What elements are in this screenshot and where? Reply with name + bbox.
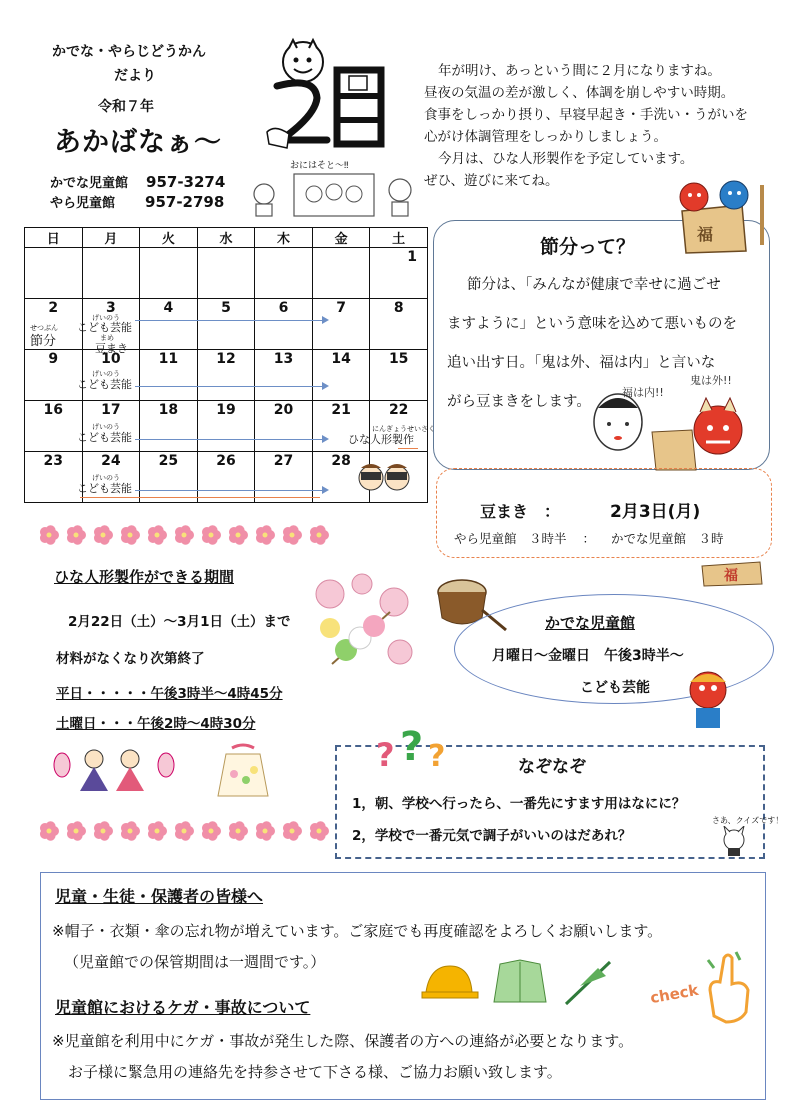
newsletter-name: あかばなぁ〜 (54, 127, 222, 158)
weekday-fri: 金 (312, 228, 370, 248)
calendar-week-row (25, 248, 428, 299)
calendar-day-cell (370, 248, 428, 299)
plum-blossom-icon (40, 525, 59, 545)
mamemaki-sep: ： (582, 531, 596, 546)
hina-ruby: にんぎょうせいさく (372, 425, 435, 433)
calendar-day-number: 8 (393, 300, 404, 316)
fuku-masu-icon (700, 558, 764, 588)
question-marks-icon (372, 726, 456, 776)
calendar-day-cell (312, 350, 370, 401)
svg-text:?: ? (400, 726, 424, 770)
phone-kadena (50, 172, 225, 191)
lost-items-icon (420, 958, 620, 1008)
calendar-day-number: 18 (158, 402, 179, 418)
plum-blossom-icon (148, 525, 167, 545)
plum-blossom-icon (40, 821, 59, 841)
weekday-wed: 水 (197, 228, 255, 248)
calendar-day-number: 27 (273, 453, 294, 469)
calendar-day-number: 1 (407, 249, 417, 265)
calendar-day-number: 14 (331, 351, 351, 367)
calendar-day-number: 16 (43, 402, 64, 418)
mamemaki-date: 2月3日(月) (610, 502, 701, 522)
calendar-week-row (25, 350, 428, 401)
calendar-day-number: 22 (388, 402, 409, 418)
calendar-day-number: 7 (336, 300, 346, 316)
calendar-day-cell (370, 350, 428, 401)
calendar-day-cell (312, 299, 370, 350)
plum-blossom-icon (148, 821, 167, 841)
hina-arare-bag-icon (212, 740, 274, 802)
svg-text:福: 福 (724, 568, 738, 584)
calendar-day-number: 23 (43, 453, 64, 469)
calendar-day-cell (140, 299, 198, 350)
hina-period-note: 材料がなくなり次第終了 (56, 651, 205, 667)
masu-fuku-sign: 福 (697, 225, 714, 244)
weekday-sat: 土 (370, 228, 428, 248)
setsubun-figures-icon (250, 170, 420, 220)
calendar-day-number: 5 (221, 300, 231, 316)
calendar-day-cell (25, 248, 83, 299)
calendar-header-row (25, 228, 428, 248)
weekday-tue: 火 (140, 228, 198, 248)
plum-blossom-icon (283, 821, 302, 841)
phone-yara (50, 192, 224, 211)
calendar-day-cell (140, 350, 198, 401)
calendar-day-cell (370, 299, 428, 350)
setsubun-ruby: せつぶん (30, 324, 58, 332)
setsubun-title: 節分って？ (540, 236, 636, 258)
calendar-day-cell (197, 350, 255, 401)
plum-blossom-icon (256, 821, 275, 841)
intro-line-1: 年が明け、あっという間に２月になりますね。 (438, 63, 721, 79)
sakura-dango-icon (302, 572, 420, 672)
kids-binoculars-icon (355, 460, 413, 498)
intro-line-6: ぜひ、遊びに来てね。 (424, 173, 559, 189)
notice-text-1b: （児童館での保管期間は一週間です。） (64, 953, 326, 971)
mamemaki-times (454, 529, 724, 547)
kodomo-geino-event-2: こども芸能 (77, 378, 132, 391)
check-hand-icon (700, 950, 758, 1026)
calendar-day-number: 21 (331, 402, 351, 418)
calendar-day-cell (255, 452, 313, 503)
plum-blossom-icon (310, 525, 329, 545)
calendar-day-number: 24 (101, 453, 121, 469)
kodomo-geino-event-4: こども芸能 (77, 482, 132, 495)
kadena-oval-title: かでな児童館 (545, 614, 636, 632)
calendar-day-number: 25 (158, 453, 179, 469)
calendar-day-cell (255, 299, 313, 350)
riddle-title: なぞなぞ (518, 757, 586, 777)
month-badge-art (265, 36, 395, 156)
calendar-day-cell (25, 401, 83, 452)
intro-message (424, 60, 774, 192)
plum-blossom-icon (121, 525, 140, 545)
calendar-day-cell (255, 248, 313, 299)
hina-period-heading: ひな人形製作ができる期間 (54, 568, 235, 586)
calendar-day-cell (255, 401, 313, 452)
weekday-thu: 木 (255, 228, 313, 248)
phone-kadena-number: 957-3274 (146, 173, 226, 191)
calendar-day-number: 20 (273, 402, 294, 418)
calendar-day-cell (197, 299, 255, 350)
plum-blossom-icon (94, 525, 113, 545)
calendar-day-cell (140, 401, 198, 452)
plum-blossom-icon (229, 525, 248, 545)
calendar-day-number: 10 (101, 351, 121, 367)
okame-oni-icon (592, 392, 752, 472)
setsubun-line-2: ますように」という意味を込めて悪いものを (447, 316, 737, 332)
calendar-day-number: 19 (216, 402, 236, 418)
calendar-day-number: 9 (48, 351, 59, 367)
notice-text-2a: ※児童館を利用中にケガ・事故が発生した際、保護者の方への連絡が必要となります。 (52, 1032, 634, 1050)
notice-heading-2: 児童館におけるケガ・事故について (55, 998, 311, 1017)
setsubun-line-4: がら豆まきをします。 (447, 394, 591, 410)
calendar-day-cell (312, 248, 370, 299)
riddle-question-2: 2，学校で一番元気で調子がいいのはだあれ？ (352, 828, 632, 844)
calendar-day-number: 17 (101, 402, 121, 418)
newsletter-title (52, 40, 206, 88)
hina-period-dates: 2月22日（土）〜3月1日（土）まで (68, 614, 291, 630)
calendar-day-number: 28 (331, 453, 351, 469)
plum-blossom-icon (175, 525, 194, 545)
intro-line-3: 食事をしっかり摂り、早寝早起き・手洗い・うがいを (424, 107, 748, 123)
oni-call: 鬼は外!! (690, 374, 732, 387)
notice-text-1a: ※帽子・衣類・傘の忘れ物が増えています。ご家庭でも再度確認をよろしくお願いします。 (52, 922, 663, 940)
plum-blossom-icon (229, 821, 248, 841)
calendar-day-cell (197, 452, 255, 503)
geino-ruby-3: げいのう (92, 423, 120, 431)
calendar-day-cell (140, 248, 198, 299)
geino-ruby-4: げいのう (92, 474, 120, 482)
calendar-day-cell (25, 350, 83, 401)
plum-blossom-row-bottom (35, 816, 335, 846)
calendar-day-cell (82, 248, 140, 299)
oni-masu-icon (672, 175, 782, 255)
notice-text-2b: お子様に緊急用の連絡先を持参させて下さる様、ご協力お願い致します。 (68, 1063, 562, 1081)
calendar-day-cell (25, 452, 83, 503)
calendar-day-number: 2 (48, 300, 59, 316)
geino-arrow-4 (135, 490, 323, 491)
hina-period-weekday: 平日・・・・・午後3時半〜4時45分 (56, 686, 283, 702)
calendar-day-cell (255, 350, 313, 401)
setsubun-line-1: 節分は、「みんなが健康で幸せに過ごせ (467, 277, 721, 293)
svg-text:?: ? (428, 739, 446, 774)
geino-ruby-2: げいのう (92, 370, 120, 378)
setsubun-event: 節分 (30, 334, 57, 349)
phone-yara-number: 957-2798 (145, 193, 225, 211)
mamemaki-label: 豆まき ： (480, 502, 561, 521)
mamemaki-kadena: かでな児童館 ３時 (611, 531, 724, 546)
phone-yara-name: やら児童館 (50, 196, 116, 211)
plum-blossom-icon (121, 821, 140, 841)
intro-line-4: 心がけ体調管理をしっかりしましょう。 (424, 129, 667, 145)
calendar-day-number: 3 (105, 300, 116, 316)
kadena-oval-activity: こども芸能 (580, 680, 650, 696)
kodomo-geino-event-3: こども芸能 (77, 431, 132, 444)
plum-blossom-icon (202, 525, 221, 545)
shishi-dancer-icon (680, 668, 738, 730)
hina-dolls-icon (50, 745, 180, 793)
era-label: 令和７年 (98, 99, 154, 115)
hina-arrow-continue (80, 497, 320, 498)
calendar-day-number: 12 (216, 351, 236, 367)
title-line2: だより (114, 68, 156, 84)
calendar-day-cell (140, 452, 198, 503)
mame-ruby: まめ (100, 334, 114, 342)
plum-blossom-icon (67, 525, 86, 545)
kadena-oval-hours: 月曜日〜金曜日 午後3時半〜 (492, 648, 684, 664)
cat-caption: さあ、クイズです！ (712, 816, 784, 825)
mamemaki-event: 豆まき (95, 342, 128, 355)
geino-arrowhead-4 (322, 486, 329, 494)
plum-blossom-icon (256, 525, 275, 545)
calendar-day-number: 4 (163, 300, 174, 316)
weekday-sun: 日 (25, 228, 83, 248)
title-line1: かでな・やらじどうかん (52, 44, 206, 60)
svg-text:?: ? (376, 736, 395, 774)
intro-line-5: 今月は、ひな人形製作を予定しています。 (438, 151, 694, 167)
geino-arrowhead-3 (322, 435, 329, 443)
plum-blossom-icon (94, 821, 113, 841)
calendar-day-number: 13 (273, 351, 294, 367)
hina-arrow-start (398, 448, 418, 449)
check-label: check (648, 980, 700, 1008)
weekday-mon: 月 (82, 228, 140, 248)
phone-kadena-name: かでな児童館 (50, 176, 129, 191)
geino-arrow-1 (135, 320, 323, 321)
calendar-day-cell (197, 248, 255, 299)
geino-arrow-2 (135, 386, 323, 387)
plum-blossom-icon (310, 821, 329, 841)
doorway-caption: おにはそと〜‼ (290, 161, 349, 171)
geino-arrow-3 (135, 439, 323, 440)
riddle-question-1: 1，朝、学校へ行ったら、一番先にすます用はなにに？ (352, 796, 686, 812)
quiz-cat-icon (716, 826, 752, 856)
calendar-day-number: 15 (388, 351, 409, 367)
notice-heading-1: 児童・生徒・保護者の皆様へ (55, 887, 264, 906)
calendar-day-number: 11 (158, 351, 179, 367)
setsubun-line-3: 追い出す日。「鬼は外、福は内」と言いな (447, 355, 716, 371)
fuku-call: 福は内!! (622, 386, 664, 399)
calendar-day-number: 26 (216, 453, 236, 469)
intro-line-2: 昼夜の気温の差が激しく、体調を崩しやすい時期。 (424, 85, 735, 101)
plum-blossom-icon (283, 525, 302, 545)
hina-period-saturday: 土曜日・・・午後2時〜4時30分 (56, 716, 256, 732)
geino-ruby-1: げいのう (92, 314, 120, 322)
geino-arrowhead-2 (322, 382, 329, 390)
mamemaki-yara: やら児童館 ３時半 (454, 531, 567, 546)
mamemaki-heading (480, 497, 700, 522)
kodomo-geino-event-1: こども芸能 (77, 321, 132, 334)
hina-event: ひな人形製作 (348, 433, 414, 446)
plum-blossom-icon (67, 821, 86, 841)
plum-blossom-icon (202, 821, 221, 841)
plum-blossom-icon (175, 821, 194, 841)
calendar-day-cell (197, 401, 255, 452)
plum-blossom-row-top (35, 520, 335, 550)
calendar-day-number: 6 (278, 300, 289, 316)
geino-arrowhead-1 (322, 316, 329, 324)
